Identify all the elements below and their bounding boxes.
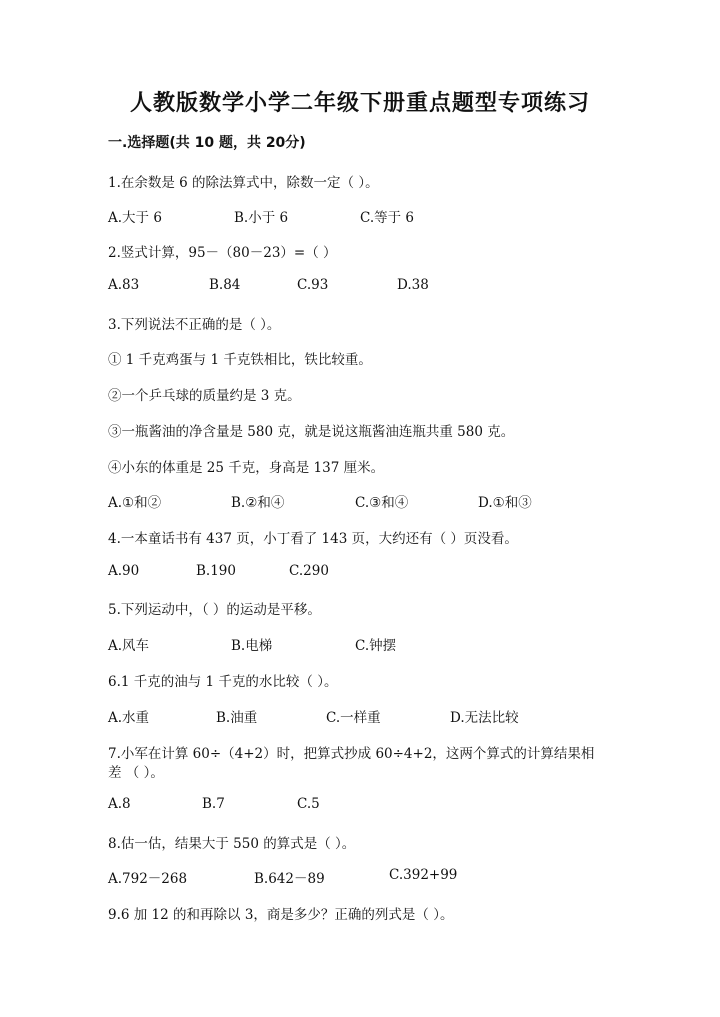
q8-option-a: A.792－268 [108,871,188,887]
q7-option-c: C.5 [297,796,320,812]
question-6-stem: 6.1 千克的油与 1 千克的水比较（ ）。 [108,674,338,690]
q3-statement-3: ③一瓶酱油的净含量是 580 克，就是说这瓶酱油连瓶共重 580 克。 [108,424,515,440]
q8-option-c: C.392+99 [389,867,458,883]
q6-option-c: C.一样重 [326,710,381,726]
q3-option-c: C.③和④ [355,495,409,511]
question-2-stem: 2.竖式计算，95－（80－23）=（ ） [108,245,337,261]
q4-option-c: C.290 [289,563,329,579]
question-3-stem: 3.下列说法不正确的是（ ）。 [108,317,281,333]
question-5-stem: 5.下列运动中，（ ）的运动是平移。 [108,602,321,618]
q3-option-a: A.①和② [108,495,162,511]
q4-option-a: A.90 [108,563,140,579]
q2-option-b: B.84 [209,277,241,293]
q8-option-b: B.642－89 [254,871,325,887]
q1-option-a: A.大于 6 [108,210,162,226]
q6-option-a: A.水重 [108,710,150,726]
q5-option-b: B.电梯 [231,638,273,654]
q6-option-b: B.油重 [216,710,258,726]
question-9-stem: 9.6 加 12 的和再除以 3，商是多少？正确的列式是（ ）。 [108,907,454,923]
question-8-stem: 8.估一估，结果大于 550 的算式是（ ）。 [108,836,356,852]
section-heading: 一.选择题(共 10 题，共 20分) [108,135,306,151]
q5-option-c: C.钟摆 [355,638,397,654]
q4-option-b: B.190 [196,563,236,579]
q2-option-d: D.38 [397,277,429,293]
q3-option-d: D.①和③ [478,495,532,511]
q3-statement-1: ① 1 千克鸡蛋与 1 千克铁相比，铁比较重。 [108,352,372,368]
q2-option-a: A.83 [108,277,140,293]
q1-option-c: C.等于 6 [360,210,415,226]
question-7-stem-line-1: 7.小军在计算 60÷（4+2）时，把算式抄成 60÷4+2，这两个算式的计算结果相 [108,746,595,762]
q7-option-b: B.7 [202,796,225,812]
question-7-stem-line-2: 差 （ ）。 [108,765,164,781]
q1-option-b: B.小于 6 [234,210,289,226]
q2-option-c: C.93 [297,277,329,293]
q3-statement-2: ②一个乒乓球的质量约是 3 克。 [108,388,301,404]
q6-option-d: D.无法比较 [450,710,519,726]
question-4-stem: 4.一本童话书有 437 页，小丁看了 143 页，大约还有（ ）页没看。 [108,531,518,547]
q5-option-a: A.风车 [108,638,150,654]
q7-option-a: A.8 [108,796,131,812]
page-title: 人教版数学小学二年级下册重点题型专项练习 [129,90,590,116]
q3-option-b: B.②和④ [231,495,285,511]
q3-statement-4: ④小东的体重是 25 千克，身高是 137 厘米。 [108,460,385,476]
question-1-stem: 1.在余数是 6 的除法算式中，除数一定（ ）。 [108,175,379,191]
